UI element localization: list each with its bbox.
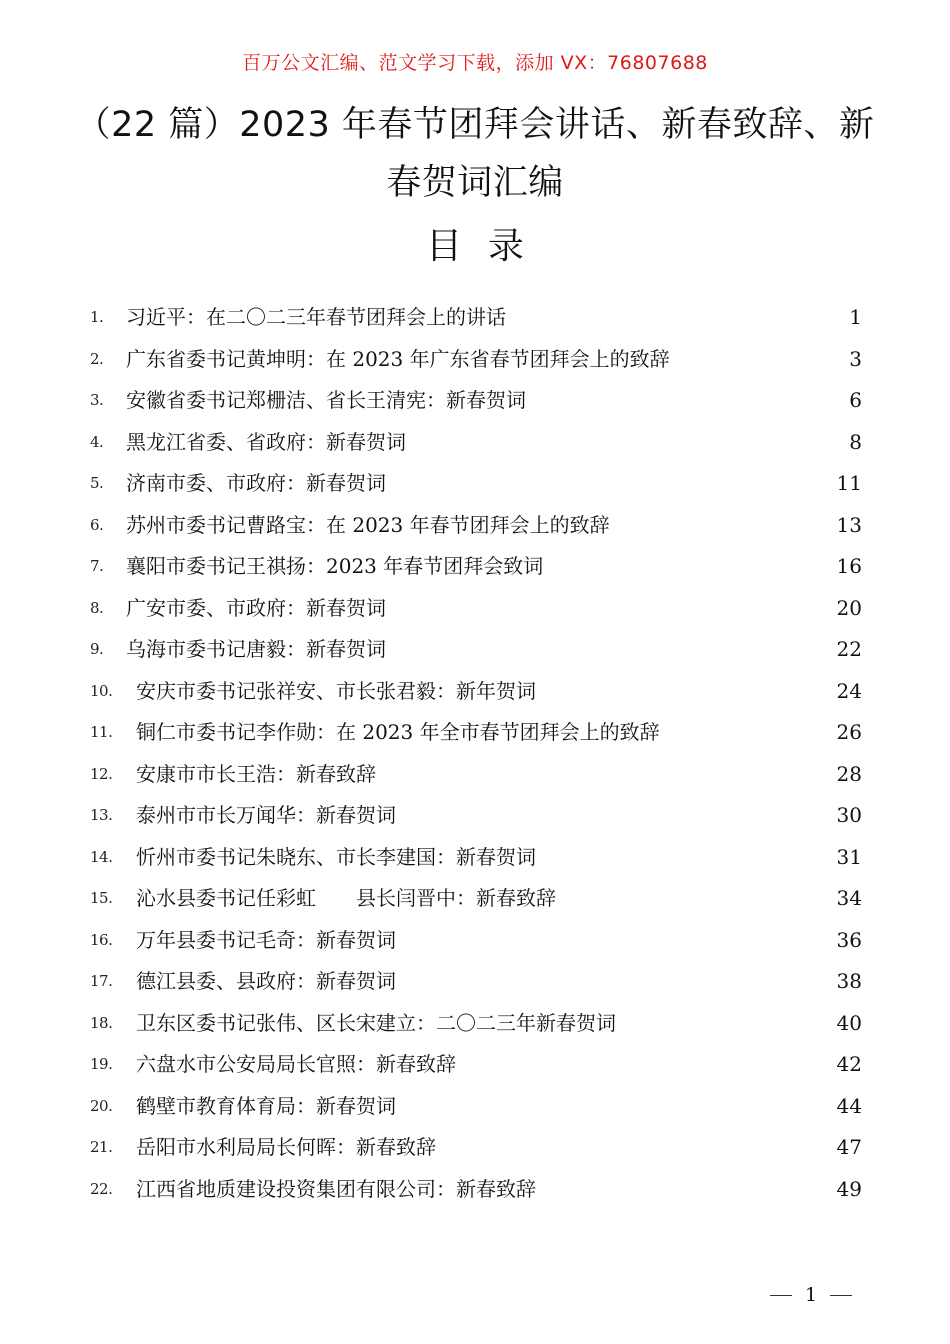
toc-entry-number: 6. (90, 515, 104, 534)
toc-entry-page: 8 (849, 429, 862, 454)
page-number: 1 (804, 1284, 818, 1306)
footer-dash-right (830, 1295, 852, 1296)
toc-entry-number: 21. (90, 1138, 113, 1156)
toc-entry[interactable] (90, 463, 862, 505)
toc-entry-page: 26 (836, 720, 862, 744)
toc-entry[interactable] (90, 297, 862, 339)
toc-entry-number: 8. (90, 598, 104, 617)
toc-entry-title: 安康市市长王浩：新春致辞 (136, 761, 376, 786)
toc-entry[interactable] (90, 837, 862, 879)
toc-entry[interactable] (90, 712, 862, 754)
toc-entry[interactable] (90, 795, 862, 837)
toc-entry-title: 广东省委书记黄坤明：在 2023 年广东省春节团拜会上的致辞 (126, 346, 670, 371)
toc-entry-title: 沁水县委书记任彩虹 县长闫晋中：新春致辞 (136, 886, 556, 910)
toc-entry[interactable] (90, 671, 862, 713)
toc-entry-page: 22 (836, 637, 862, 661)
toc-entry-page: 16 (836, 554, 862, 578)
toc-entry-page: 3 (849, 346, 862, 371)
toc-entry-title: 万年县委书记毛奇：新春贺词 (136, 927, 396, 952)
page-footer (770, 1284, 852, 1306)
toc-entry-title: 广安市委、市政府：新春贺词 (126, 595, 386, 620)
toc-heading: 目录 (425, 226, 550, 267)
toc-entry-title: 安庆市委书记张祥安、市长张君毅：新年贺词 (136, 678, 536, 703)
toc-entry[interactable] (90, 546, 862, 588)
toc-entry-number: 5. (90, 474, 104, 492)
toc-entry-title: 安徽省委书记郑栅洁、省长王清宪：新春贺词 (126, 388, 526, 412)
title-line-1: （22 篇）2023 年春节团拜会讲话、新春致辞、新 (75, 105, 875, 145)
toc-entry[interactable] (90, 339, 862, 381)
toc-entry-page: 42 (836, 1052, 862, 1076)
toc-entry-number: 4. (90, 432, 104, 451)
toc-entry-page: 30 (836, 803, 862, 827)
toc-entry-title: 泰州市市长万闻华：新春贺词 (136, 803, 396, 827)
toc-entry-number: 20. (90, 1096, 113, 1115)
toc-entry-title: 鹤壁市教育体育局：新春贺词 (136, 1093, 396, 1118)
toc-entry-page: 20 (836, 595, 862, 620)
toc-entry-title: 乌海市委书记唐毅：新春贺词 (126, 637, 386, 661)
toc-entry-title: 习近平：在二〇二三年春节团拜会上的讲话 (126, 305, 506, 329)
toc-entry-page: 38 (836, 969, 862, 993)
toc-entry-title: 铜仁市委书记李作勋：在 2023 年全市春节团拜会上的致辞 (136, 720, 660, 744)
title-line-2: 春贺词汇编 (386, 163, 564, 203)
toc-entry-page: 28 (836, 761, 862, 786)
toc-entry-number: 16. (90, 930, 113, 949)
toc-entry-page: 31 (836, 844, 862, 869)
footer-dash-left (770, 1295, 792, 1296)
toc-entry[interactable] (90, 961, 862, 1003)
toc-entry-page: 44 (836, 1093, 862, 1118)
toc-entry-title: 卫东区委书记张伟、区长宋建立：二〇二三年新春贺词 (136, 1010, 616, 1035)
toc-entry-number: 22. (90, 1179, 113, 1198)
toc-entry-number: 10. (90, 681, 113, 700)
toc-entry-title: 岳阳市水利局局长何晖：新春致辞 (136, 1135, 436, 1159)
toc-entry[interactable] (90, 505, 862, 547)
toc-entry-number: 11. (90, 723, 113, 741)
toc-entry-page: 36 (836, 927, 862, 952)
toc-entry[interactable] (90, 1044, 862, 1086)
toc-entry[interactable] (90, 1127, 862, 1169)
toc-entry-title: 黑龙江省委、省政府：新春贺词 (126, 429, 406, 454)
toc-entry-page: 49 (836, 1176, 862, 1201)
toc-entry-page: 34 (836, 886, 862, 910)
toc-entry[interactable] (90, 920, 862, 962)
toc-entry-page: 24 (836, 678, 862, 703)
toc-entry-title: 江西省地质建设投资集团有限公司：新春致辞 (136, 1176, 536, 1201)
toc-entry-page: 13 (836, 512, 862, 537)
toc-entry-title: 襄阳市委书记王祺扬：2023 年春节团拜会致词 (126, 554, 544, 578)
toc-entry-number: 12. (90, 764, 113, 783)
toc-entry[interactable] (90, 754, 862, 796)
toc-entry-number: 3. (90, 391, 104, 409)
toc-entry-number: 2. (90, 349, 104, 368)
toc-entry[interactable] (90, 878, 862, 920)
toc-entry-title: 德江县委、县政府：新春贺词 (136, 969, 396, 993)
toc-entry-number: 7. (90, 557, 104, 575)
toc-entry-number: 1. (90, 308, 104, 326)
toc-entry-number: 18. (90, 1013, 113, 1032)
toc-entry-number: 15. (90, 889, 113, 907)
toc-entry-page: 6 (849, 388, 862, 412)
toc-entry-number: 19. (90, 1055, 113, 1073)
toc-entry-number: 9. (90, 640, 104, 658)
toc-entry[interactable] (90, 1169, 862, 1211)
toc-entry-page: 11 (836, 471, 862, 495)
header-banner: 百万公文汇编、范文学习下载，添加 VX：76807688 (242, 52, 708, 74)
toc-entry-number: 13. (90, 806, 113, 824)
toc-entry-number: 14. (90, 847, 113, 866)
toc-entry-title: 苏州市委书记曹路宝：在 2023 年春节团拜会上的致辞 (126, 512, 610, 537)
toc-entry-number: 17. (90, 972, 113, 990)
toc-entry-title: 济南市委、市政府：新春贺词 (126, 471, 386, 495)
toc-entry-title: 忻州市委书记朱晓东、市长李建国：新春贺词 (136, 844, 536, 869)
toc-entry[interactable] (90, 1086, 862, 1128)
toc-entry[interactable] (90, 422, 862, 464)
toc-entry-page: 40 (836, 1010, 862, 1035)
toc-entry[interactable] (90, 380, 862, 422)
document-title (60, 96, 890, 212)
toc-entry[interactable] (90, 1003, 862, 1045)
toc-entry-title: 六盘水市公安局局长官照：新春致辞 (136, 1052, 456, 1076)
toc-entry[interactable] (90, 588, 862, 630)
toc-entry-page: 1 (849, 305, 862, 329)
toc-entry[interactable] (90, 629, 862, 671)
toc-entry-page: 47 (836, 1135, 862, 1159)
table-of-contents (90, 297, 862, 1210)
